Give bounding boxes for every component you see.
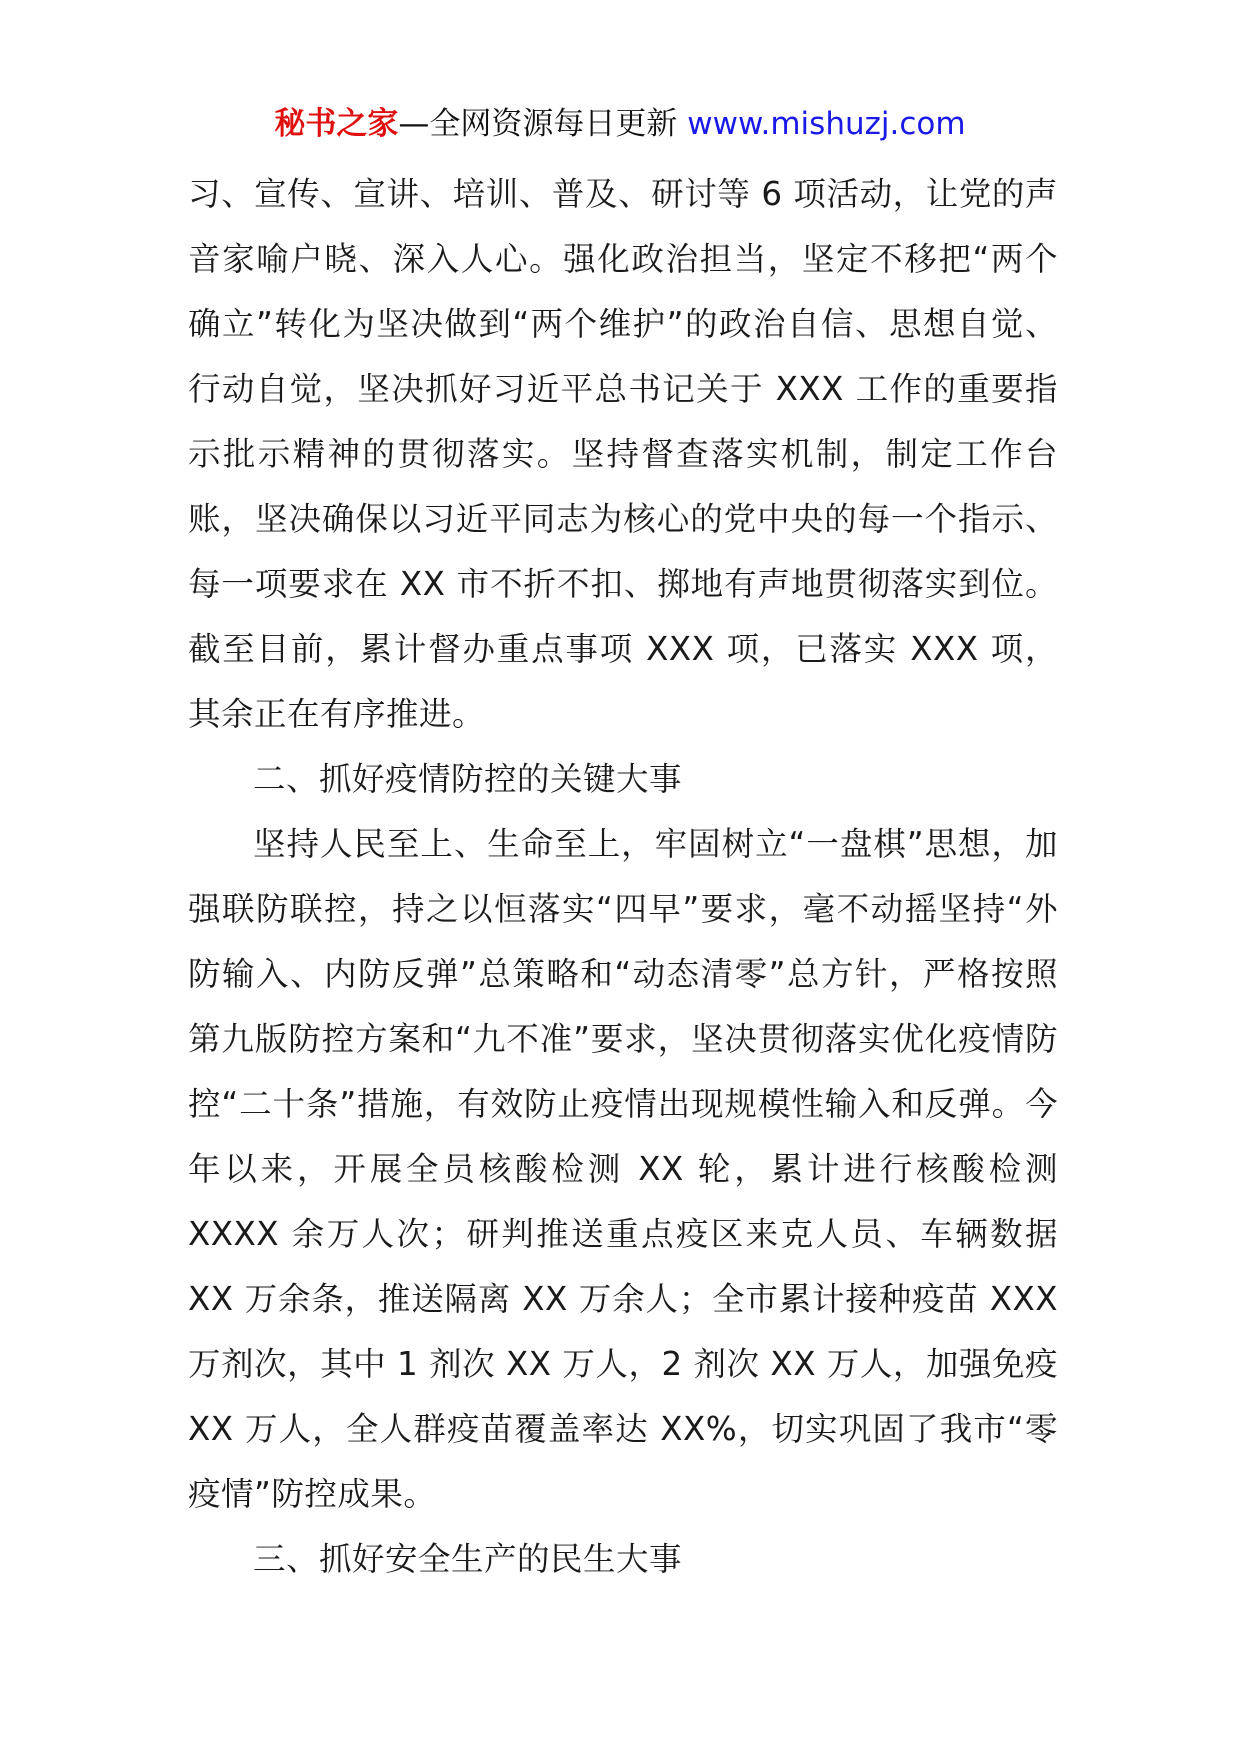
document-body — [188, 162, 1058, 1592]
header-tagline: —全网资源每日更新 — [398, 106, 678, 142]
section-heading-2: 二、抓好疫情防控的关键大事 — [253, 760, 683, 798]
page-header — [0, 100, 1240, 148]
section-heading-3: 三、抓好安全生产的民生大事 — [253, 1540, 683, 1578]
paragraph-epidemic-control: 坚持人民至上、生命至上，牢固树立“一盘棋”思想，加强联防联控，持之以恒落实“四早”要求，毫不动摇坚持“外防输入、内防反弹”总策略和“动态清零”总方针，严格按照第九版防控方案和“九不准”要求，坚决贯彻落实优化疫情防控“二十条”措施，有效防止疫情出现规模性输入和反弹。今年以来，开展全员核酸检测 XX 轮，累计进行核酸检测 XXXX 余万人次；研判推送重点疫区来克人员、车辆数据 XX 万余条，推送隔离 XX 万余人；全市累计接种疫苗 XXX 万剂次，其中 1 剂次 XX 万人，2 剂次 XX 万人，加强免疫 XX 万人，全人群疫苗覆盖率达 XX%，切实巩固了我市“零疫情”防控成果。 — [188, 825, 1058, 1513]
brand-name: 秘书之家 — [274, 106, 399, 142]
website-link[interactable]: www.mishuzj.com — [687, 106, 966, 142]
paragraph-continued: 习、宣传、宣讲、培训、普及、研讨等 6 项活动，让党的声音家喻户晓、深入人心。强化政治担当，坚定不移把“两个确立”转化为坚决做到“两个维护”的政治自信、思想自觉、行动自觉，坚决抓好习近平总书记关于 XXX 工作的重要指示批示精神的贯彻落实。坚持督查落实机制，制定工作台账，坚决确保以习近平同志为核心的党中央的每一个指示、每一项要求在 XX 市不折不扣、掷地有声地贯彻落实到位。截至目前，累计督办重点事项 XXX 项，已落实 XXX 项，其余正在有序推进。 — [188, 175, 1058, 733]
